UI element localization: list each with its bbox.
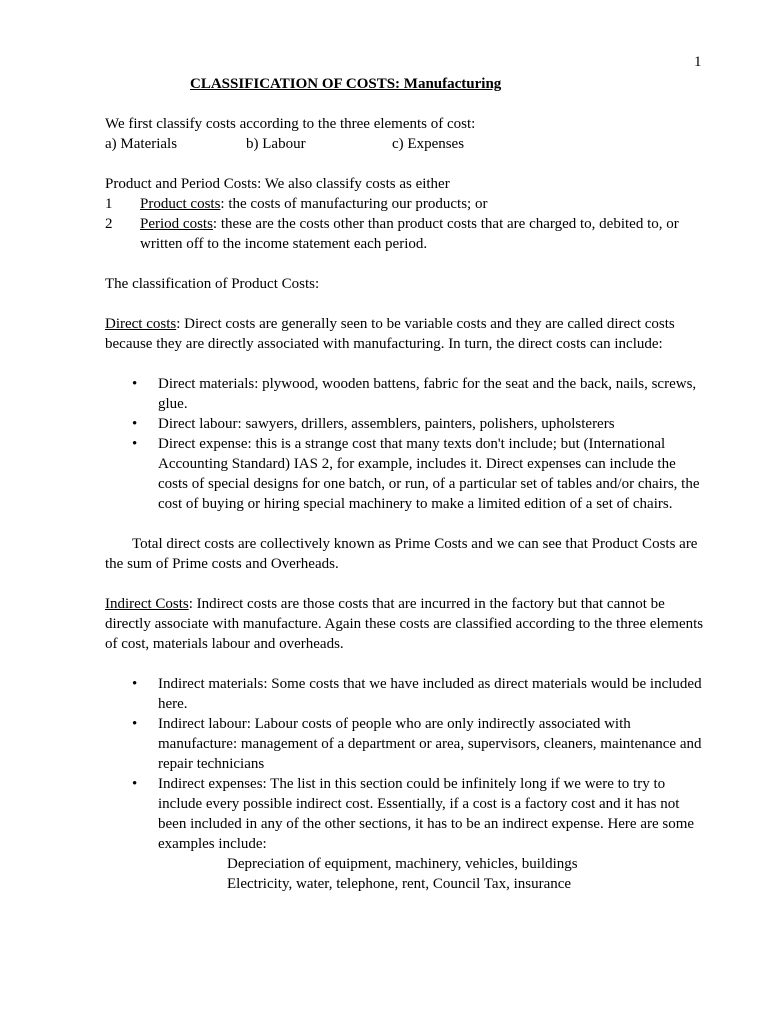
element-expenses: c) Expenses — [392, 136, 465, 152]
page-title: CLASSIFICATION OF COSTS: Manufacturing — [190, 76, 502, 92]
period-costs-term: Period costs — [140, 216, 213, 232]
item-text: Product costs: the costs of manufacturing our products; or — [140, 196, 488, 212]
list-item: • Indirect materials: Some costs that we have included as direct materials would be included here. — [105, 674, 705, 714]
prime-costs-paragraph: Total direct costs are collectively known as Prime Costs and we can see that Product Costs are the sum of Prime costs and Overheads. — [105, 536, 698, 572]
product-costs-heading: The classification of Product Costs: — [105, 276, 320, 292]
list-item: • Direct labour: sawyers, drillers, assemblers, painters, polishers, upholsterers — [105, 414, 705, 434]
product-period-intro: Product and Period Costs: We also classify costs as either — [105, 176, 450, 192]
list-item: • Indirect expenses: The list in this section could be infinitely long if we were to try to include every possible indirect cost. Essentially, if a cost is a factory cost and it has not been included in any of the other sections, it has to be an indirect expense. Here are some examples include: — [105, 774, 705, 854]
document-body — [105, 74, 705, 894]
page-number: 1 — [694, 54, 702, 70]
item-text: Period costs: these are the costs other than product costs that are charged to, debited to, or written off to the income statement each period. — [140, 216, 679, 252]
direct-costs-term: Direct costs — [105, 316, 177, 332]
numbered-item — [105, 214, 705, 254]
direct-costs-list — [105, 374, 705, 514]
item-number: 2 — [105, 216, 113, 232]
intro-paragraph: We first classify costs according to the three elements of cost: — [105, 116, 476, 132]
element-labour: b) Labour — [246, 136, 306, 152]
list-item: • Direct expense: this is a strange cost that many texts don't include; but (International Accounting Standard) IAS 2, for example, includes it. Direct expenses can include the costs of special designs for one batch, or run, of a particular set of tables and/or chairs, the cost of buying or hiring special machinery to make a limited edition of a set of chairs. — [105, 434, 705, 514]
indirect-costs-list — [105, 674, 705, 854]
indirect-costs-paragraph: Indirect Costs: Indirect costs are those costs that are incurred in the factory but that cannot be directly associate with manufacture. Again these costs are classified according to the three elements of cost, materials labour and overheads. — [105, 596, 704, 652]
cost-elements — [105, 134, 705, 154]
element-materials: a) Materials — [105, 136, 178, 152]
direct-costs-paragraph: Direct costs: Direct costs are generally seen to be variable costs and they are called direct costs because they are directly associated with manufacturing. In turn, the direct costs can include: — [105, 316, 675, 352]
product-costs-term: Product costs — [140, 196, 221, 212]
example-line: Depreciation of equipment, machinery, vehicles, buildings — [227, 856, 578, 872]
item-number: 1 — [105, 196, 113, 212]
list-item: • Indirect labour: Labour costs of people who are only indirectly associated with manufacture: management of a department or area, supervisors, cleaners, maintenance and repair technicians — [105, 714, 705, 774]
list-item: • Direct materials: plywood, wooden battens, fabric for the seat and the back, nails, screws, glue. — [105, 374, 705, 414]
example-line: Electricity, water, telephone, rent, Council Tax, insurance — [227, 876, 572, 892]
numbered-item — [105, 194, 705, 214]
indirect-costs-term: Indirect Costs — [105, 596, 189, 612]
